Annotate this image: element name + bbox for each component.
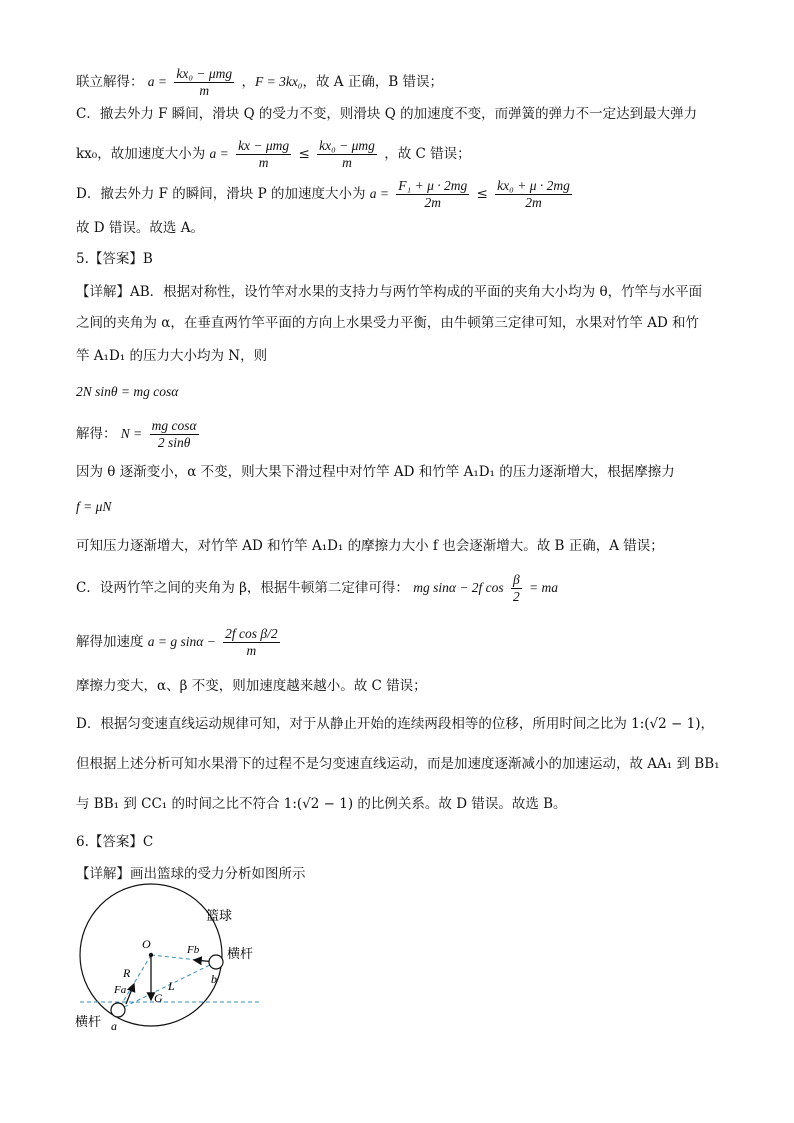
fraction [317,138,377,171]
fraction [150,418,199,451]
text-line: 摩擦力变大，α、β 不变，则加速度越来越小。故 C 错误； [76,678,427,694]
fraction-denominator: 2m [525,195,542,210]
text-line: 故 D 错误。故选 A。 [76,220,204,236]
fraction-numerator: F₁ + μ · 2mg [398,178,468,193]
text-line [76,138,471,171]
fraction [236,138,291,171]
label-L: L [168,979,175,993]
text-line [76,418,202,451]
text-line: 但根据上述分析可知水果滑下的过程不是匀变速直线运动，而是加速度逐渐减小的加速运动，故 AA₁ 到 BB₁ [76,756,720,772]
text-segment: 解得加速度 [76,634,144,650]
label-G: G [154,991,163,1005]
text-line: D．根据匀变速直线运动规律可知，对于从静止开始的连续两段相等的位移，所用时间之比为 1:(√2 − 1)， [76,716,714,732]
answer-heading: 5.【答案】B [76,251,153,267]
fraction-denominator: m [342,155,352,170]
equation-part: ≤ [476,186,488,202]
text-line [76,626,283,659]
equation-part: N = [120,426,143,441]
label-O: O [142,937,151,951]
text-segment: C．设两竹竿之间的夹角为 β，根据牛顿第二定律可得： [76,580,409,596]
text-line: 因为 θ 逐渐变小，α 不变，则大果下滑过程中对竹竿 AD 和竹竿 A₁D₁ 的压力逐渐增大，根据摩擦力 [76,464,675,480]
fraction [396,178,469,211]
text-line: 之间的夹角为 α，在垂直两竹竿平面的方向上水果受力平衡，由牛顿第三定律可知，水果对竹竿 AD 和竹 [76,315,700,331]
equation-line: f = μN [76,499,112,514]
fraction [174,66,234,99]
text-line: 竿 A₁D₁ 的压力大小均为 N，则 [76,348,268,364]
label-bar-bottom: 横杆 [75,1014,102,1029]
label-R: R [123,966,131,980]
equation-part: a = [147,74,168,89]
fraction-numerator: kx₀ + μ · 2mg [497,178,570,193]
text-segment: 联立解得： [76,74,144,90]
equation-part: = ma [529,580,558,595]
text-segment: D．撤去外力 F 的瞬间，滑块 P 的加速度大小为 [76,186,366,202]
fraction-denominator: m [246,643,257,658]
text-segment: ，故 A 正确，B 错误； [302,74,444,90]
fraction-numerator: kx₀ − μmg [319,138,375,153]
label-basketball: 篮球 [206,908,233,923]
fraction-denominator: 2 [512,589,520,604]
text-line [76,178,575,211]
text-segment: 解得： [76,426,117,442]
fraction-numerator: β [512,572,520,587]
text-line: C．撤去外力 F 瞬间，滑块 Q 的受力不变，则滑块 Q 的加速度不变，而弹簧的弹力不一定达到最大弹力 [76,106,698,122]
label-a: a [111,1019,117,1033]
fraction-denominator: 2 sinθ [157,435,191,450]
equation-part: a = [209,146,229,161]
text-line: 【详解】画出篮球的受力分析如图所示 [76,866,306,882]
equation-part: F = 3kx₀ [254,74,303,89]
fraction [223,626,279,659]
fraction-numerator: 2f cos β/2 [225,626,278,641]
fraction [495,178,572,211]
fraction-denominator: m [199,83,210,98]
answer-heading: 6.【答案】C [76,834,154,850]
equation-part: a = [369,186,389,201]
text-segment: kx₀，故加速度大小为 [76,146,206,162]
fraction-numerator: kx − μmg [238,138,290,153]
text-line: 与 BB₁ 到 CC₁ 的时间之比不符合 1:(√2 − 1) 的比例关系。故 D 错误。故选 B。 [76,796,567,812]
label-bar-top: 横杆 [227,946,254,961]
equation-part: a = g sinα − [147,634,216,649]
equation-line: 2N sinθ = mg cosα [76,384,179,399]
equation-part: ≤ [298,146,310,162]
bar-a [111,1003,125,1017]
text-line: 可知压力逐渐增大，对竹竿 AD 和竹竿 A₁D₁ 的摩擦力大小 f 也会逐渐增大。故 B 正确，A 错误； [76,538,664,554]
text-line: 【详解】AB．根据对称性，设竹竿对水果的支持力与两竹竿构成的平面的夹角大小均为 θ，竹竿与水平面 [76,284,703,300]
label-Fb: Fb [187,944,200,956]
fraction-denominator: 2m [424,195,442,210]
text-segment: ，故 C 错误； [384,146,471,162]
fraction-numerator: kx₀ − μmg [176,66,233,81]
equation-part: mg sinα − 2f cos [413,580,504,595]
force-diagram [70,880,270,1040]
label-b: b [211,972,217,986]
fraction [511,572,522,605]
label-Fa: Fa [114,984,127,996]
fraction-numerator: mg cosα [151,418,197,433]
text-line: 联立解得： a = $\frac{\text{kx₀ − μmg}}{m}$ ，F = 3kx₀，故 A 正确，B 错误； [76,66,444,98]
bar-b [209,955,223,969]
fraction-denominator: m [258,155,269,170]
text-line [76,572,558,605]
